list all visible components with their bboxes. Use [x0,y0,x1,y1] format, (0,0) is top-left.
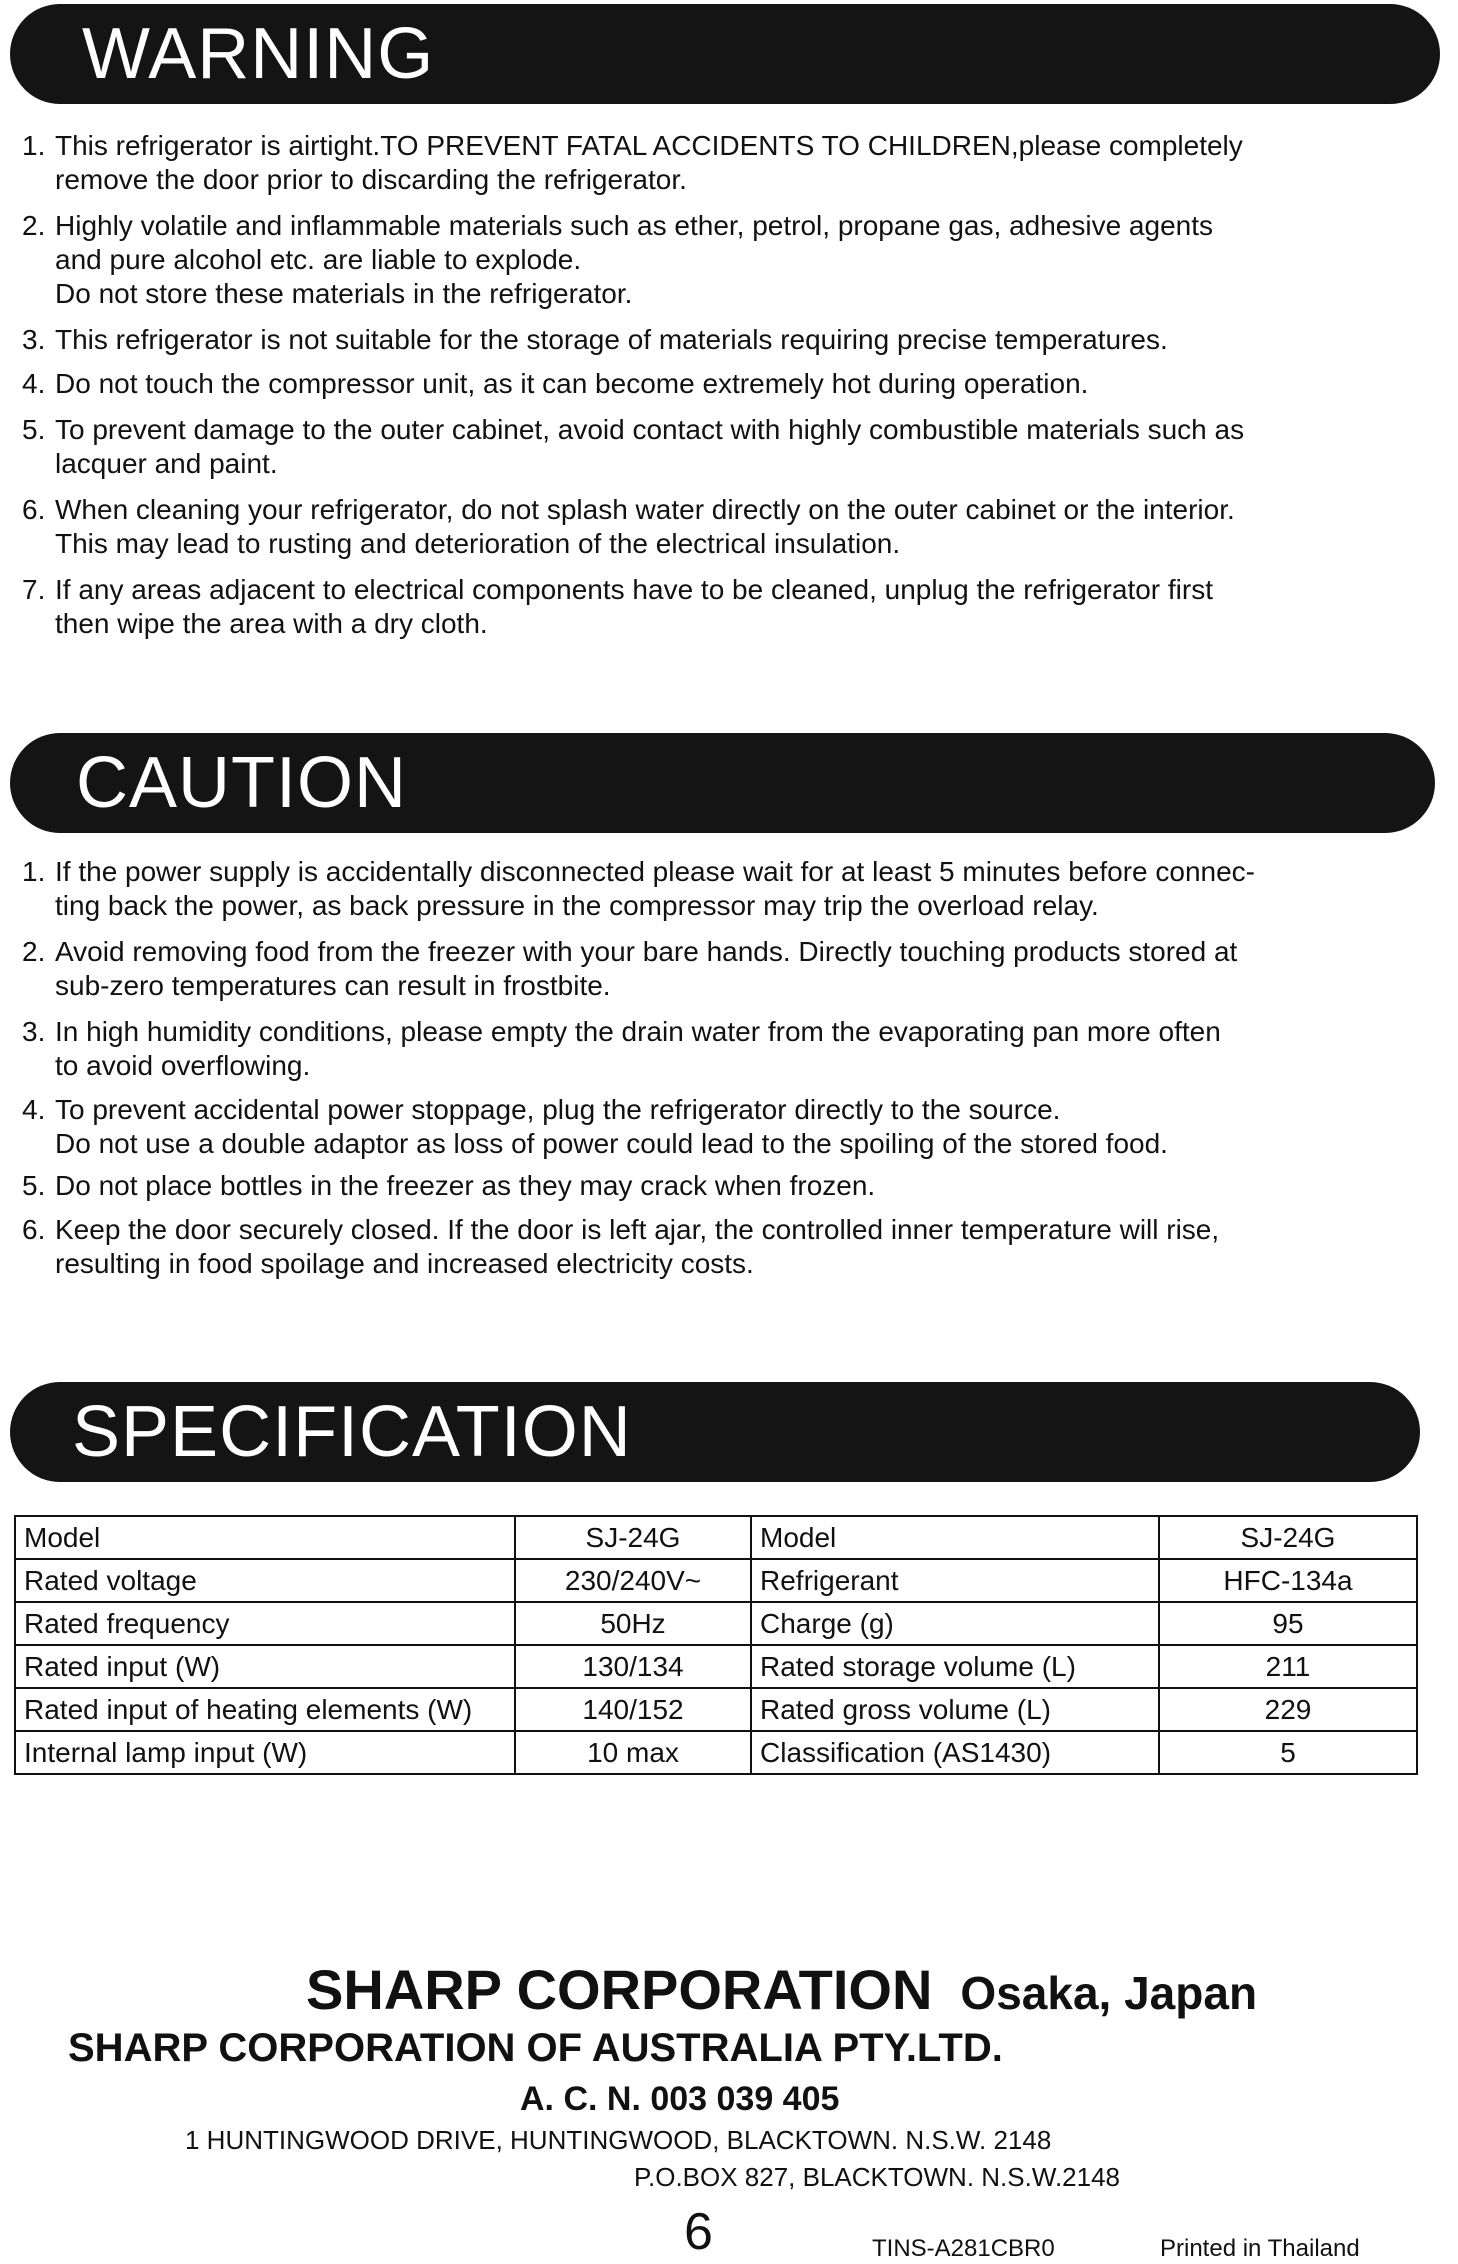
corporation-city: Osaka, Japan [960,1967,1258,2019]
caution-item-text: Do not place bottles in the freezer as they may crack when frozen. [55,1170,876,1201]
warning-item-number: 2. [22,210,46,241]
spec-value: 230/240V~ [515,1559,751,1602]
spec-label: Refrigerant [751,1559,1159,1602]
spec-value: 10 max [515,1731,751,1774]
warning-title: WARNING [82,14,435,94]
caution-item-number: 6. [22,1214,46,1245]
caution-banner [10,733,1435,833]
caution-item-text: Do not use a double adaptor as loss of power could lead to the spoiling of the stored food. [55,1128,1168,1159]
warning-item-text: lacquer and paint. [55,448,278,479]
spec-label: Model [751,1516,1159,1559]
caution-item-4 [22,1093,1442,1161]
warning-item-number: 4. [22,368,46,399]
warning-item-6 [22,493,1442,561]
table-row [15,1731,1417,1774]
spec-value: 211 [1159,1645,1417,1688]
spec-value: 5 [1159,1731,1417,1774]
spec-label: Model [15,1516,515,1559]
warning-item-4 [22,367,1442,401]
australia-corporation: SHARP CORPORATION OF AUSTRALIA PTY.LTD. [68,2026,1003,2070]
warning-item-number: 7. [22,574,46,605]
warning-item-text: then wipe the area with a dry cloth. [55,608,488,639]
warning-item-text: If any areas adjacent to electrical components have to be cleaned, unplug the refrigerator first [55,574,1214,605]
spec-value: 95 [1159,1602,1417,1645]
warning-item-number: 1. [22,130,46,161]
po-box-address: P.O.BOX 827, BLACKTOWN. N.S.W.2148 [634,2162,1121,2192]
spec-value: 140/152 [515,1688,751,1731]
warning-banner [10,4,1440,104]
warning-item-number: 5. [22,414,46,445]
warning-item-text: When cleaning your refrigerator, do not splash water directly on the outer cabinet or the interior. [55,494,1235,525]
spec-value: 229 [1159,1688,1417,1731]
warning-item-text: This refrigerator is airtight.TO PREVENT FATAL ACCIDENTS TO CHILDREN,please completely [55,130,1243,161]
spec-label: Classification (AS1430) [751,1731,1159,1774]
spec-value: 50Hz [515,1602,751,1645]
warning-item-text: remove the door prior to discarding the refrigerator. [55,164,687,195]
warning-item-3 [22,323,1442,357]
table-row [15,1602,1417,1645]
spec-label: Rated frequency [15,1602,515,1645]
table-row [15,1559,1417,1602]
specification-title: SPECIFICATION [72,1392,632,1472]
spec-label: Internal lamp input (W) [15,1731,515,1774]
spec-value: SJ-24G [1159,1516,1417,1559]
table-row [15,1516,1417,1559]
specification-table [14,1515,1418,1775]
warning-item-text: Highly volatile and inflammable materials such as ether, petrol, propane gas, adhesive agents [55,210,1213,241]
caution-item-2 [22,935,1442,1003]
acn-number: A. C. N. 003 039 405 [520,2080,840,2118]
caution-item-3 [22,1015,1442,1083]
corporation-line [306,1958,1257,2025]
caution-item-number: 1. [22,856,46,887]
page-number: 6 [684,2203,713,2261]
spec-value: SJ-24G [515,1516,751,1559]
caution-item-text: to avoid overflowing. [55,1050,311,1081]
caution-item-text: Avoid removing food from the freezer with your bare hands. Directly touching products stored at [55,936,1238,967]
caution-item-text: In high humidity conditions, please empty the drain water from the evaporating pan more often [55,1016,1221,1047]
warning-item-text: Do not store these materials in the refrigerator. [55,278,633,309]
printed-in: Printed in Thailand [1160,2235,1360,2262]
caution-item-text: sub-zero temperatures can result in frostbite. [55,970,611,1001]
warning-item-text: To prevent damage to the outer cabinet, avoid contact with highly combustible materials such as [55,414,1245,445]
caution-list [22,855,1442,1293]
caution-item-text: resulting in food spoilage and increased electricity costs. [55,1248,754,1279]
caution-item-text: If the power supply is accidentally disconnected please wait for at least 5 minutes before connec- [55,856,1255,887]
caution-item-6 [22,1213,1442,1281]
caution-item-number: 5. [22,1170,46,1201]
spec-label: Rated input (W) [15,1645,515,1688]
table-row [15,1645,1417,1688]
specification-table-body [15,1516,1417,1774]
warning-item-number: 3. [22,324,46,355]
warning-item-1 [22,129,1442,197]
caution-item-1 [22,855,1442,923]
caution-item-text: To prevent accidental power stoppage, plug the refrigerator directly to the source. [55,1094,1061,1125]
spec-value: 130/134 [515,1645,751,1688]
caution-item-number: 3. [22,1016,46,1047]
specification-banner [10,1382,1420,1482]
document-code: TINS-A281CBR0 [872,2235,1055,2262]
warning-item-text: Do not touch the compressor unit, as it can become extremely hot during operation. [55,368,1089,399]
warning-item-text: This may lead to rusting and deterioration of the electrical insulation. [55,528,901,559]
warning-item-text: This refrigerator is not suitable for the storage of materials requiring precise temperatures. [55,324,1168,355]
warning-item-5 [22,413,1442,481]
caution-item-text: ting back the power, as back pressure in the compressor may trip the overload relay. [55,890,1099,921]
spec-label: Rated voltage [15,1559,515,1602]
spec-label: Charge (g) [751,1602,1159,1645]
street-address: 1 HUNTINGWOOD DRIVE, HUNTINGWOOD, BLACKTOWN. N.S.W. 2148 [185,2125,1052,2155]
warning-item-number: 6. [22,494,46,525]
caution-item-5 [22,1169,1442,1203]
corporation-name: SHARP CORPORATION [306,1958,933,2021]
spec-label: Rated storage volume (L) [751,1645,1159,1688]
caution-title: CAUTION [76,743,407,823]
warning-item-2 [22,209,1442,311]
warning-list [22,129,1442,641]
caution-item-number: 4. [22,1094,46,1125]
spec-label: Rated gross volume (L) [751,1688,1159,1731]
caution-item-number: 2. [22,936,46,967]
table-row [15,1688,1417,1731]
spec-value: HFC-134a [1159,1559,1417,1602]
warning-item-text: and pure alcohol etc. are liable to explode. [55,244,582,275]
caution-item-text: Keep the door securely closed. If the door is left ajar, the controlled inner temperature will rise, [55,1214,1220,1245]
warning-item-7 [22,573,1442,641]
spec-label: Rated input of heating elements (W) [15,1688,515,1731]
